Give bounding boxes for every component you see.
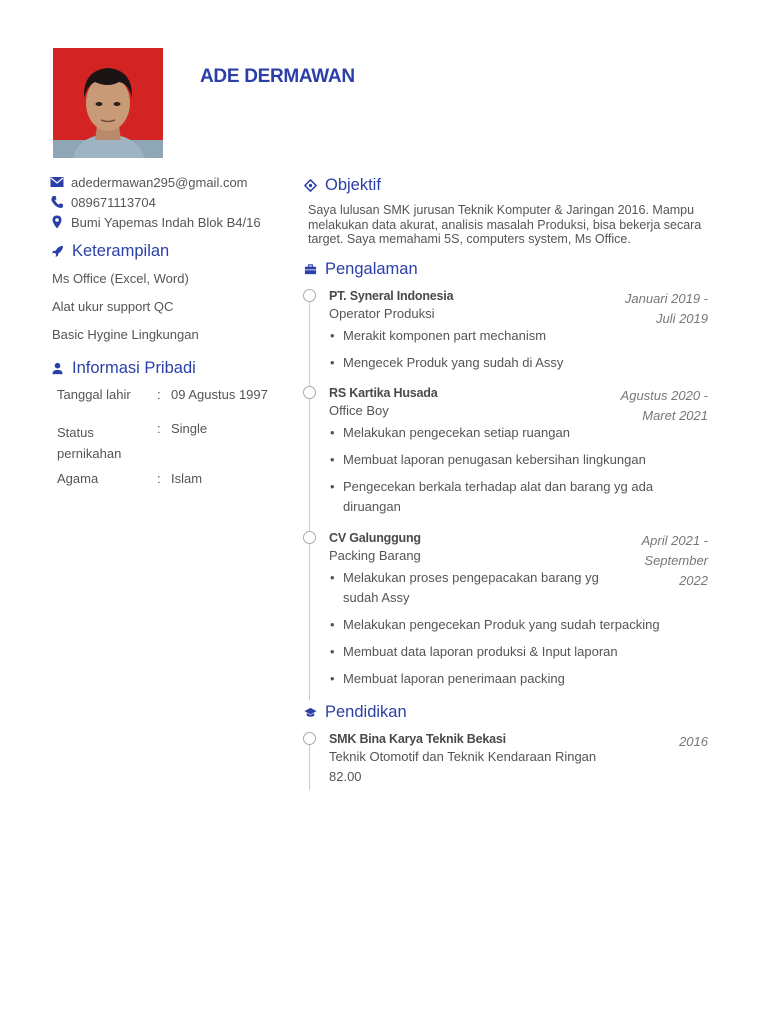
info-row-religion	[50, 472, 280, 486]
education-heading	[303, 703, 713, 722]
timeline-dot	[303, 289, 316, 302]
location-pin-icon	[50, 215, 64, 229]
bullet-item: • Melakukan pengecekan setiap ruangan	[329, 423, 713, 443]
candidate-name: ADE DERMAWAN	[200, 66, 355, 87]
info-row-birthdate	[50, 388, 280, 422]
experience-timeline	[303, 289, 713, 701]
person-icon	[50, 362, 64, 376]
entry-date: April 2021 - September 2022	[641, 532, 708, 588]
personal-info-table	[50, 388, 280, 486]
info-row-marital	[50, 422, 280, 472]
bullet-item: • Merakit komponen part mechanism	[329, 326, 713, 346]
entry-role: Packing Barang	[329, 547, 421, 563]
entry-bullets	[329, 326, 713, 373]
info-key: Tanggal lahir	[57, 387, 131, 402]
experience-entry	[303, 386, 713, 531]
crosshair-icon	[303, 179, 317, 193]
contact-email	[50, 172, 285, 192]
bullet-item: • Membuat data laporan produksi & Input laporan	[329, 642, 713, 662]
bullet-item: • Membuat laporan penerimaan packing	[329, 669, 713, 689]
education-title: Pendidikan	[325, 702, 407, 721]
address-text: Bumi Yapemas Indah Blok B4/16	[71, 214, 261, 230]
briefcase-icon	[303, 262, 317, 276]
entry-major: Teknik Otomotif dan Teknik Kendaraan Ringan	[329, 748, 597, 764]
entry-role: Operator Produksi	[329, 305, 435, 321]
entry-bullets	[329, 423, 713, 517]
education-entry	[303, 732, 713, 787]
info-value: 09 Agustus 1997	[171, 387, 268, 402]
objective-title: Objektif	[325, 176, 381, 194]
timeline-dot	[303, 732, 316, 745]
entry-role: Office Boy	[329, 402, 389, 418]
skills-title: Keterampilan	[72, 242, 170, 260]
personal-info-title: Informasi Pribadi	[72, 359, 196, 377]
info-separator: :	[157, 421, 161, 436]
rocket-icon	[50, 245, 64, 259]
email-text[interactable]: adedermawan295@gmail.com	[71, 174, 248, 190]
bullet-item: • Mengecek Produk yang sudah di Assy	[329, 353, 713, 373]
phone-icon	[50, 195, 64, 209]
contact-address	[50, 212, 285, 232]
objective-heading	[303, 176, 713, 195]
right-column	[303, 176, 713, 787]
entry-organization: PT. Syneral Indonesia	[329, 288, 454, 303]
skill-item: Alat ukur support QC	[52, 299, 174, 314]
entry-score: 82.00	[329, 768, 362, 784]
timeline-dot	[303, 386, 316, 399]
entry-organization: RS Kartika Husada	[329, 385, 438, 400]
skill-item: Basic Hygine Lingkungan	[52, 327, 199, 342]
entry-date: 2016	[679, 733, 708, 749]
info-value: Single	[171, 421, 208, 436]
bullet-item: • Pengecekan berkala terhadap alat dan barang yg ada diruangan	[329, 477, 669, 517]
graduation-cap-icon	[303, 705, 317, 719]
entry-school: SMK Bina Karya Teknik Bekasi	[329, 731, 506, 746]
left-column	[50, 172, 285, 486]
contact-phone	[50, 192, 285, 212]
experience-heading	[303, 260, 713, 279]
phone-text[interactable]: 089671113704	[71, 194, 156, 210]
bullet-item: • Melakukan pengecekan Produk yang sudah terpacking	[329, 615, 713, 635]
info-value: Islam	[171, 471, 203, 486]
entry-organization: CV Galunggung	[329, 530, 421, 545]
entry-date: Agustus 2020 - Maret 2021	[620, 387, 708, 423]
info-key: Status pernikahan	[57, 425, 122, 461]
skills-list	[50, 271, 285, 355]
timeline-dot	[303, 531, 316, 544]
education-timeline	[303, 732, 713, 787]
info-separator: :	[157, 387, 161, 402]
bullet-item: • Membuat laporan penugasan kebersihan lingkungan	[329, 450, 713, 470]
bullet-item: • Melakukan proses pengepacakan barang yg sudah Assy	[329, 568, 614, 608]
personal-info-heading	[50, 359, 285, 378]
envelope-icon	[50, 175, 64, 189]
info-key: Agama	[57, 471, 99, 486]
info-separator: :	[157, 471, 161, 486]
experience-entry	[303, 289, 713, 386]
profile-photo	[53, 48, 163, 158]
skills-heading	[50, 242, 285, 261]
experience-title: Pengalaman	[325, 259, 418, 278]
objective-text: Saya lulusan SMK jurusan Teknik Komputer & Jaringan 2016. Mampu melakukan data akurat, analisis masalah Produksi, bisa bekerja secara target. Saya memahami 5S, computers system, Ms Office.	[308, 203, 702, 246]
experience-entry	[303, 531, 713, 701]
skill-item: Ms Office (Excel, Word)	[52, 271, 189, 286]
entry-date: Januari 2019 - Juli 2019	[624, 290, 708, 326]
